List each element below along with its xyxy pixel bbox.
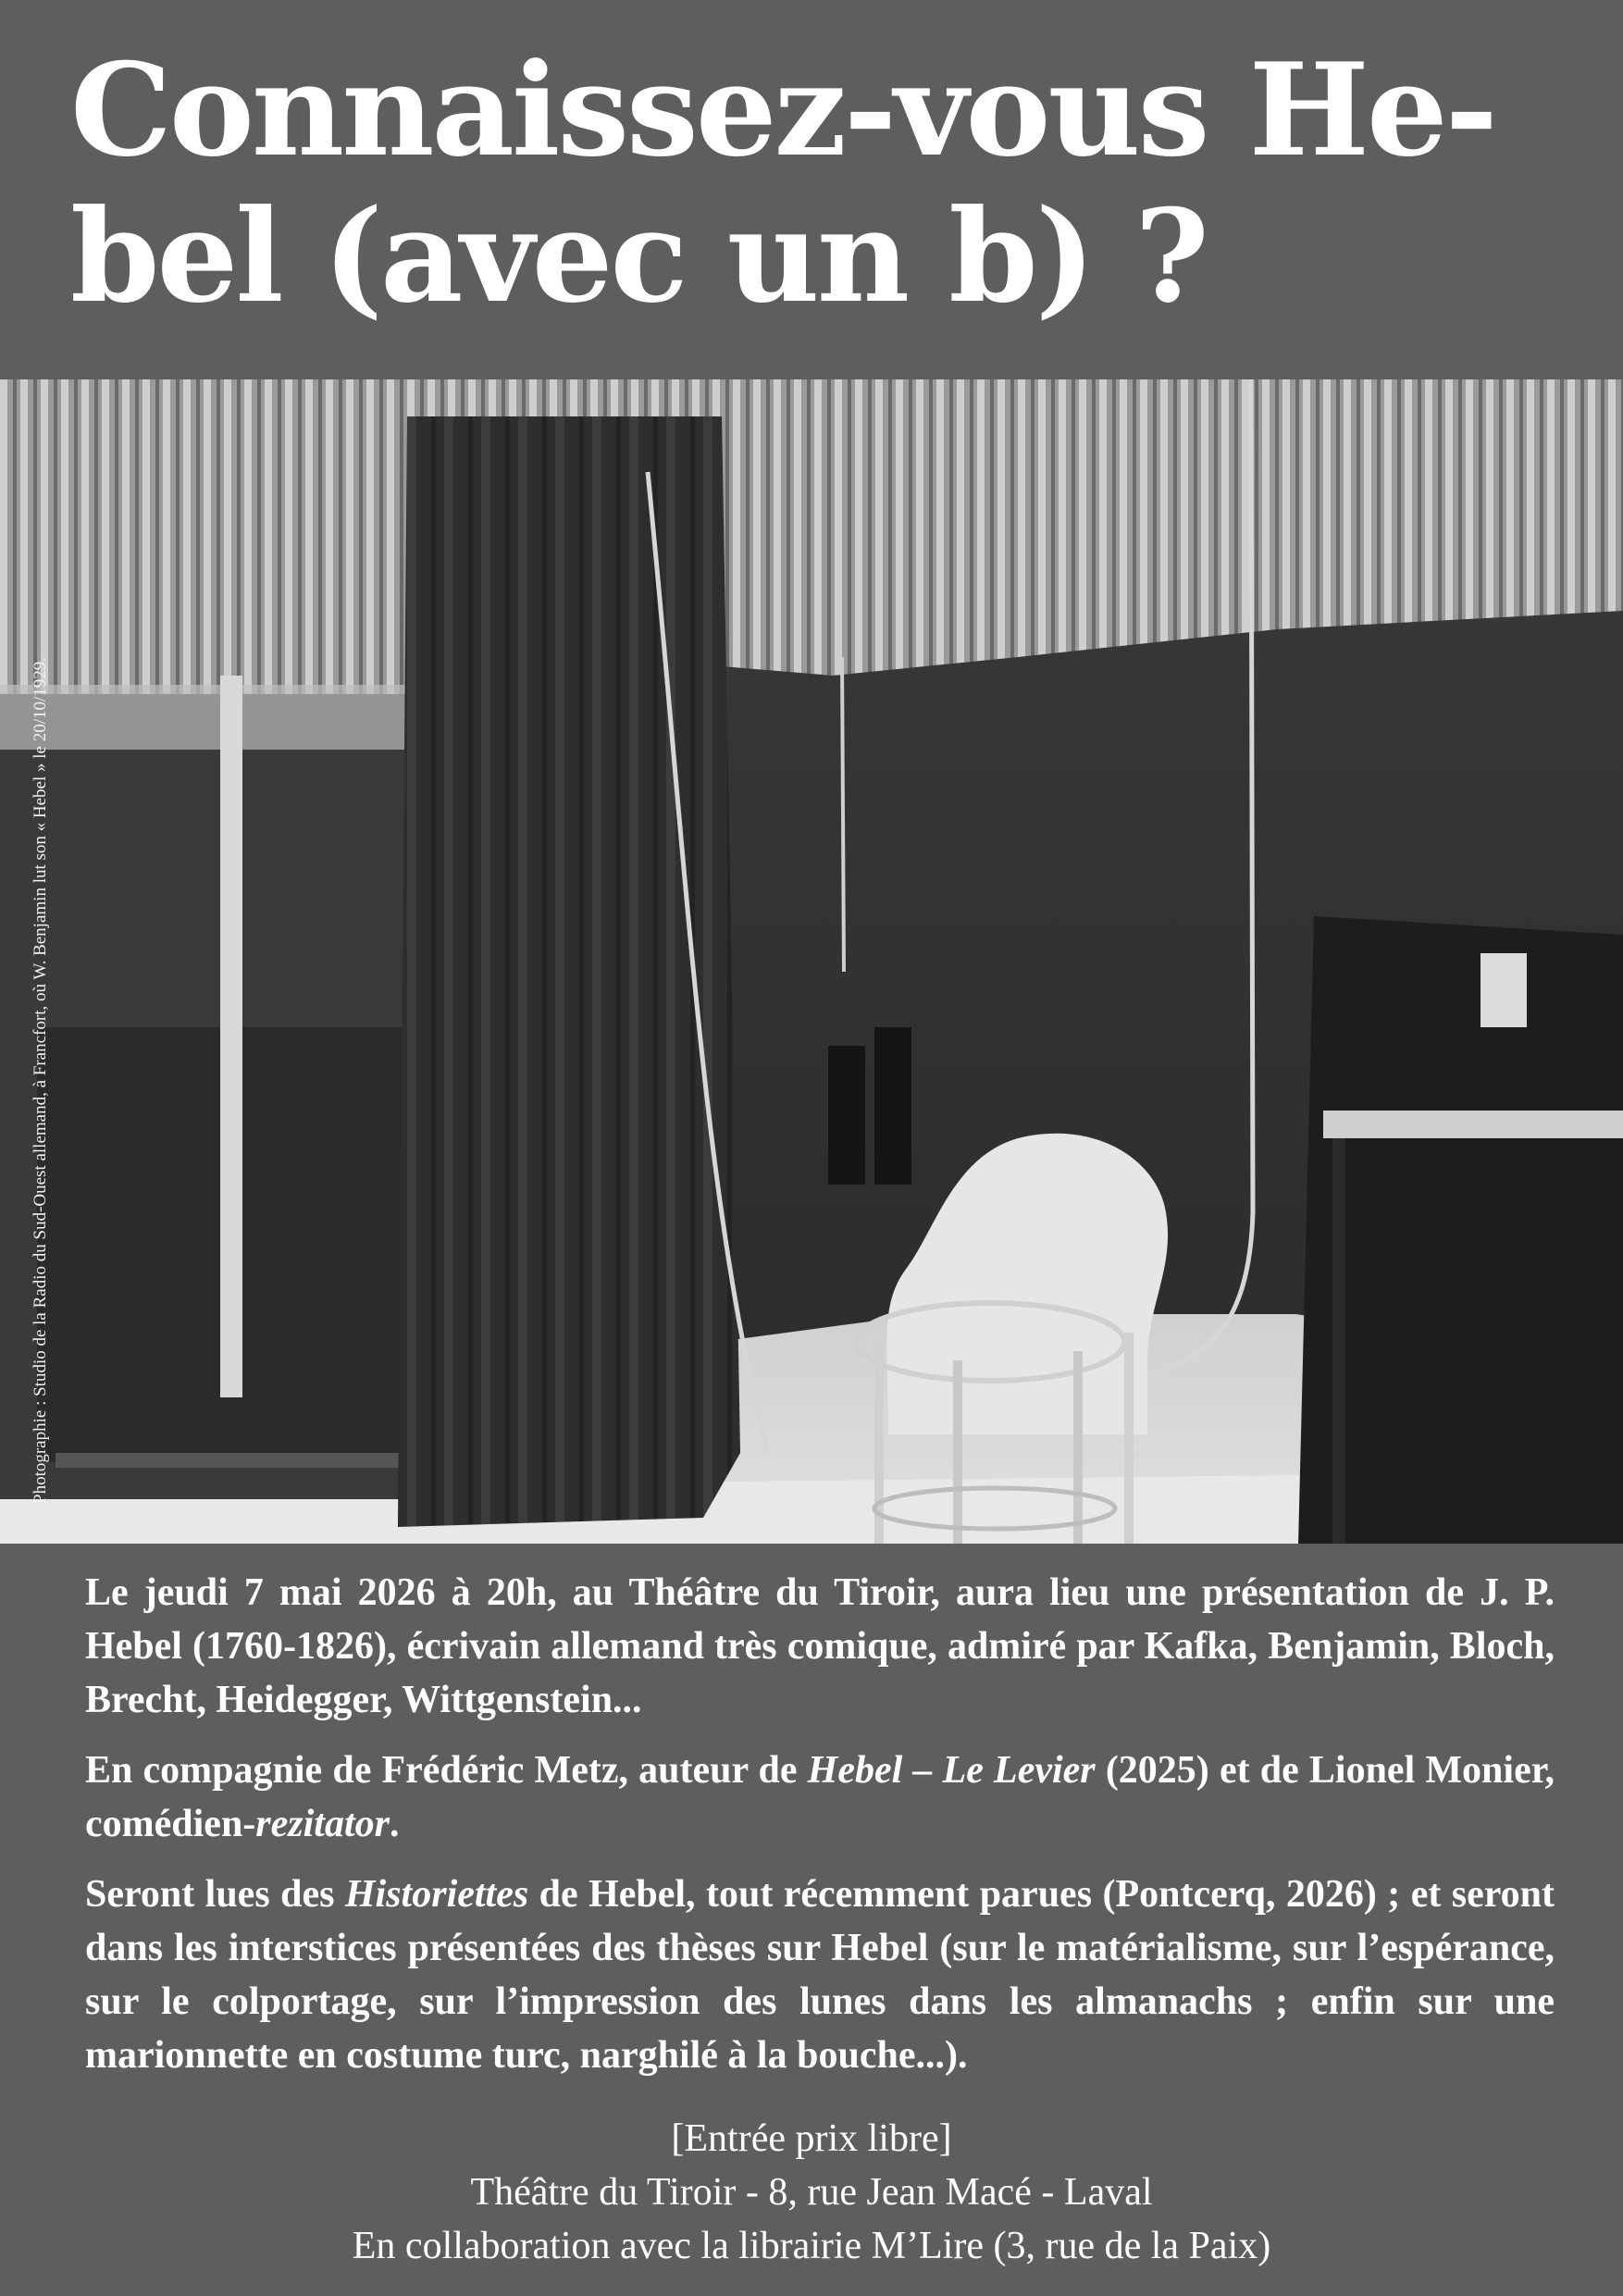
studio-photograph	[0, 379, 1623, 1544]
paragraph-announcement: Le jeudi 7 mai 2026 à 20h, au Théâtre du Tiroir, aura lieu une présentation de J. P. Hebel (1760-1826), écrivain allemand très comique, admiré par Kafka, Benjamin, Bloch, Brecht, Heidegger, Wittgenstein...	[85, 1571, 1555, 1721]
guests-text-3: .	[389, 1803, 400, 1845]
program-text-2: de Hebel, tout récemment parues (Pontcerq, 2026) ; et seront dans les interstices présentées des thèses sur Hebel (sur le matérialisme, sur l’espérance, sur le colportage, sur l’impression des lunes dans les almanachs ; enfin sur une marionnette en costume turc, narghilé à la bouche...).	[85, 1873, 1555, 2077]
collaboration: En collaboration avec la librairie M’Lire (3, rue de la Paix)	[352, 2225, 1271, 2267]
title-line-2: bel (avec un b) ?	[70, 180, 1207, 331]
event-description	[85, 1566, 1555, 2099]
rezitator-term: rezitator	[255, 1803, 390, 1845]
venue-address: Théâtre du Tiroir - 8, rue Jean Macé - Laval	[470, 2171, 1153, 2214]
event-footer	[0, 2112, 1623, 2273]
studio-photo-illustration	[0, 379, 1623, 1544]
poster-title	[70, 34, 1588, 331]
photo-credit: Photographie : Studio de la Radio du Sud-Ouest allemand, à Francfort, où W. Benjamin lut son « Hebel » le 20/10/1929.	[31, 656, 50, 1504]
book-title: Hebel – Le Levier	[807, 1749, 1096, 1792]
guests-text-2: (2025) et de Lionel Monier, comédien-	[85, 1749, 1555, 1845]
title-line-1: Connaissez-vous He-	[70, 34, 1495, 185]
paragraph-program	[85, 1868, 1555, 2082]
guests-text-1: En compagnie de Frédéric Metz, auteur de	[85, 1749, 808, 1792]
entry-price: [Entrée prix libre]	[671, 2117, 952, 2160]
paragraph-guests	[85, 1744, 1555, 1851]
program-text-1: Seront lues des	[85, 1873, 345, 1916]
historiettes-title: Historiettes	[344, 1873, 529, 1916]
